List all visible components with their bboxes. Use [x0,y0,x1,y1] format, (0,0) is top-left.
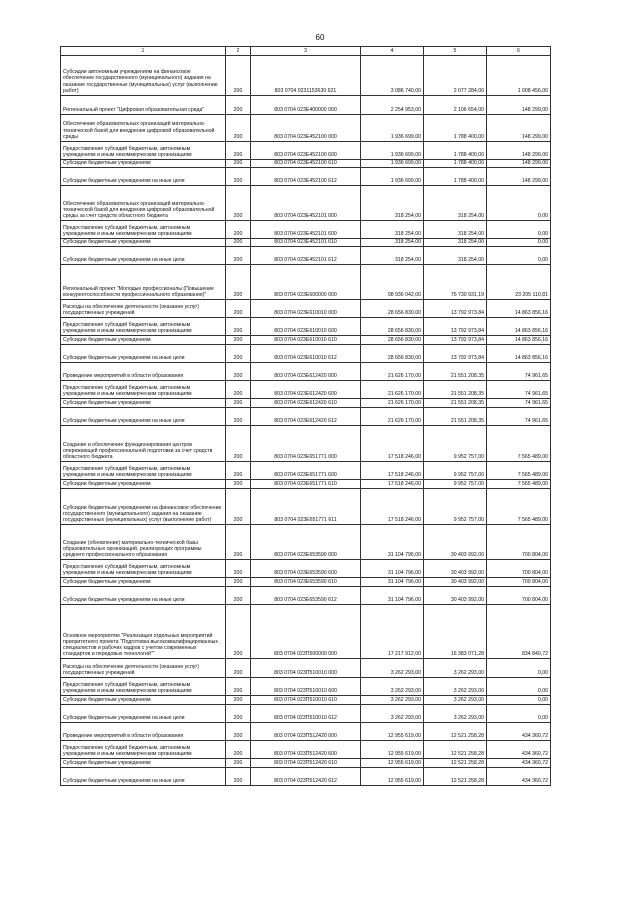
table-row [61,659,551,678]
row-name-cell: Расходы на обеспечение деятельности (оказание услуг) государственных учреждений [61,659,226,678]
table-row [61,678,551,696]
row-unexecuted-cell: 434 360,72 [487,723,551,741]
row-executed-cell: 2 106 654,00 [424,96,487,115]
row-budget-code-cell: 803 0704 023E600000 000 [251,265,361,300]
row-budget-code-cell: 803 0704 023E653590 612 [251,587,361,605]
row-unexecuted-cell: 148 299,00 [487,168,551,186]
row-approved-cell: 2 254 953,00 [361,96,424,115]
row-budget-code-cell: 803 0704 023E653590 000 [251,525,361,560]
row-name-cell: Предоставление субсидий бюджетным, автономным учреждениям и иным некоммерческим организациям [61,678,226,696]
row-budget-code-cell: 803 0704 023E610010 000 [251,300,361,318]
row-approved-cell: 12 955 619,00 [361,759,424,768]
row-budget-code-cell: 803 0704 023П510010 612 [251,705,361,723]
row-approved-cell: 17 217 912,00 [361,605,424,659]
row-approved-cell: 12 955 619,00 [361,741,424,759]
row-executed-cell: 3 262 293,00 [424,696,487,705]
row-approved-cell: 318 254,00 [361,186,424,221]
row-executed-cell: 9 952 757,00 [424,480,487,489]
row-executed-cell: 30 403 992,00 [424,560,487,578]
row-name-cell: Предоставление субсидий бюджетным, автономным учреждениям и иным некоммерческим организациям [61,462,226,480]
row-admin-code-cell: 200 [226,705,251,723]
row-admin-code-cell: 200 [226,741,251,759]
table-row [61,345,551,363]
row-executed-cell: 9 952 757,00 [424,462,487,480]
row-approved-cell: 3 262 293,00 [361,659,424,678]
table-row [61,741,551,759]
row-unexecuted-cell: 1 008 456,00 [487,56,551,96]
row-admin-code-cell: 200 [226,525,251,560]
row-approved-cell: 3 262 293,00 [361,705,424,723]
row-approved-cell: 21 626 170,00 [361,381,424,399]
row-admin-code-cell: 200 [226,168,251,186]
row-unexecuted-cell: 14 863 856,16 [487,345,551,363]
row-name-cell: Предоставление субсидий бюджетным, автономным учреждениям и иным некоммерческим организациям [61,318,226,336]
row-name-cell: Субсидии бюджетным учреждениям [61,480,226,489]
row-budget-code-cell: 803 0704 023E452101 610 [251,239,361,247]
row-executed-cell: 30 403 992,00 [424,587,487,605]
row-admin-code-cell: 200 [226,221,251,239]
row-executed-cell: 1 788 400,00 [424,115,487,142]
header-cell: 2 [226,47,251,56]
row-budget-code-cell: 803 0704 023E651771 611 [251,489,361,525]
table-row [61,525,551,560]
row-name-cell: Субсидии бюджетным учреждениям [61,696,226,705]
row-unexecuted-cell: 14 863 856,16 [487,300,551,318]
row-admin-code-cell: 200 [226,399,251,408]
row-budget-code-cell: 803 0704 023П512420 600 [251,741,361,759]
row-budget-code-cell: 803 0704 023E452100 610 [251,160,361,168]
row-budget-code-cell: 803 0704 023П512420 612 [251,768,361,786]
table-row [61,696,551,705]
row-admin-code-cell: 200 [226,345,251,363]
row-unexecuted-cell: 148 299,00 [487,115,551,142]
row-unexecuted-cell: 700 804,00 [487,560,551,578]
row-approved-cell: 318 254,00 [361,247,424,265]
table-row [61,560,551,578]
row-executed-cell: 13 792 973,84 [424,336,487,345]
row-admin-code-cell: 200 [226,408,251,426]
row-name-cell: Субсидии автономным учреждениям на финансовое обеспечение государственного (муниципального) задания на оказание государственных (муниципальных) услуг (выполнение работ) [61,56,226,96]
row-approved-cell: 17 518 246,00 [361,480,424,489]
row-budget-code-cell: 803 0704 023E452100 612 [251,168,361,186]
row-executed-cell: 9 952 757,00 [424,489,487,525]
header-cell: 4 [361,47,424,56]
header-cell: 6 [487,47,551,56]
header-cell: 3 [251,47,361,56]
row-name-cell: Субсидии бюджетным учреждениям [61,160,226,168]
row-budget-code-cell: 803 0704 023E612420 612 [251,408,361,426]
row-budget-code-cell: 803 0704 023П510010 600 [251,678,361,696]
row-name-cell: Региональный проект "Цифровая образовательная среда" [61,96,226,115]
row-name-cell: Предоставление субсидий бюджетным, автономным учреждениям и иным некоммерческим организациям [61,560,226,578]
row-admin-code-cell: 200 [226,363,251,381]
row-name-cell: Основное мероприятие "Реализация отдельных мероприятий приоритетного проекта "Подготовка высококвалифицированных специалистов и рабочих кадров с учетом современных стандартов и передовых технологий"" [61,605,226,659]
row-admin-code-cell: 200 [226,659,251,678]
row-name-cell: Субсидии бюджетным учреждениям на иные цели [61,247,226,265]
row-unexecuted-cell: 700 804,00 [487,525,551,560]
row-budget-code-cell: 803 0704 023П510010 000 [251,659,361,678]
row-name-cell: Проведение мероприятий в области образования [61,363,226,381]
row-executed-cell: 21 551 208,35 [424,381,487,399]
table-row [61,56,551,96]
row-executed-cell: 1 788 400,00 [424,142,487,160]
row-budget-code-cell: 803 0704 023E651771 610 [251,480,361,489]
row-executed-cell: 2 077 284,00 [424,56,487,96]
row-budget-code-cell: 803 0704 023E452101 600 [251,221,361,239]
row-name-cell: Обеспечение образовательных организаций материально-технической базой для внедрения цифровой образовательной среды за счет средств областного бюджета [61,186,226,221]
row-name-cell: Проведение мероприятий в области образования [61,723,226,741]
row-approved-cell: 17 518 246,00 [361,489,424,525]
table-row [61,239,551,247]
row-budget-code-cell: 803 0704 0231153630 621 [251,56,361,96]
row-unexecuted-cell: 0,00 [487,696,551,705]
row-approved-cell: 17 518 246,00 [361,426,424,462]
row-name-cell: Создание и обеспечение функционирования центров опережающей профессиональной подготовки за счет средств областного бюджета [61,426,226,462]
row-approved-cell: 3 086 740,00 [361,56,424,96]
row-name-cell: Субсидии бюджетным учреждениям на иные цели [61,705,226,723]
row-unexecuted-cell: 7 565 489,00 [487,480,551,489]
row-executed-cell: 3 262 293,00 [424,678,487,696]
table-row [61,247,551,265]
row-name-cell: Субсидии бюджетным учреждениям на иные цели [61,168,226,186]
row-approved-cell: 318 254,00 [361,239,424,247]
row-approved-cell: 21 626 170,00 [361,408,424,426]
row-approved-cell: 31 104 796,00 [361,587,424,605]
row-executed-cell: 12 521 258,28 [424,741,487,759]
row-unexecuted-cell: 0,00 [487,186,551,221]
row-budget-code-cell: 803 0704 023E452101 000 [251,186,361,221]
row-approved-cell: 17 518 246,00 [361,462,424,480]
row-unexecuted-cell: 700 804,00 [487,587,551,605]
row-admin-code-cell: 200 [226,759,251,768]
table-row [61,723,551,741]
row-name-cell: Субсидии бюджетным учреждениям на иные цели [61,768,226,786]
row-name-cell: Обеспечение образовательных организаций материально-технической базой для внедрения цифровой образовательной среды [61,115,226,142]
table-row [61,399,551,408]
row-admin-code-cell: 200 [226,560,251,578]
row-admin-code-cell: 200 [226,300,251,318]
row-admin-code-cell: 200 [226,696,251,705]
row-unexecuted-cell: 434 360,72 [487,768,551,786]
row-budget-code-cell: 803 0704 023E452101 612 [251,247,361,265]
row-budget-code-cell: 803 0704 023E612420 610 [251,399,361,408]
row-budget-code-cell: 803 0704 023E651771 600 [251,462,361,480]
row-approved-cell: 1 936 699,00 [361,160,424,168]
row-executed-cell: 9 952 757,00 [424,426,487,462]
header-row [61,47,551,56]
row-admin-code-cell: 200 [226,160,251,168]
page-number: 60 [315,33,325,42]
row-unexecuted-cell: 74 961,65 [487,408,551,426]
row-admin-code-cell: 200 [226,247,251,265]
row-budget-code-cell: 803 0704 023E610010 600 [251,318,361,336]
row-admin-code-cell: 200 [226,587,251,605]
row-executed-cell: 21 551 208,35 [424,399,487,408]
row-admin-code-cell: 200 [226,336,251,345]
row-name-cell: Субсидии бюджетным учреждениям на иные цели [61,345,226,363]
row-unexecuted-cell: 0,00 [487,247,551,265]
row-approved-cell: 1 936 699,00 [361,115,424,142]
row-name-cell: Региональный проект "Молодые профессионалы (Повышение конкурентоспособности профессионального образования)" [61,265,226,300]
row-unexecuted-cell: 7 565 489,00 [487,426,551,462]
row-approved-cell: 28 656 830,00 [361,336,424,345]
row-name-cell: Предоставление субсидий бюджетным, автономным учреждениям и иным некоммерческим организациям [61,381,226,399]
table-row [61,426,551,462]
row-unexecuted-cell: 434 360,72 [487,759,551,768]
table-row [61,489,551,525]
table-row [61,96,551,115]
row-budget-code-cell: 803 0704 023E452100 600 [251,142,361,160]
row-approved-cell: 1 936 699,00 [361,168,424,186]
row-name-cell: Субсидии бюджетным учреждениям [61,336,226,345]
row-unexecuted-cell: 0,00 [487,678,551,696]
row-admin-code-cell: 200 [226,318,251,336]
row-unexecuted-cell: 74 961,65 [487,381,551,399]
table-row [61,759,551,768]
table-row [61,480,551,489]
row-name-cell: Расходы на обеспечение деятельности (оказание услуг) государственных учреждений [61,300,226,318]
row-executed-cell: 1 788 400,00 [424,168,487,186]
row-unexecuted-cell: 0,00 [487,221,551,239]
row-unexecuted-cell: 0,00 [487,705,551,723]
row-executed-cell: 75 730 931,19 [424,265,487,300]
table-row [61,587,551,605]
row-unexecuted-cell: 434 360,72 [487,741,551,759]
row-name-cell: Субсидии бюджетным учреждениям [61,759,226,768]
row-executed-cell: 12 521 258,28 [424,723,487,741]
row-executed-cell: 318 254,00 [424,221,487,239]
row-name-cell: Субсидии бюджетным учреждениям на иные цели [61,587,226,605]
table-row [61,300,551,318]
row-unexecuted-cell: 0,00 [487,239,551,247]
row-budget-code-cell: 803 0704 023П510010 610 [251,696,361,705]
row-name-cell: Предоставление субсидий бюджетным, автономным учреждениям и иным некоммерческим организациям [61,142,226,160]
row-admin-code-cell: 200 [226,142,251,160]
row-executed-cell: 21 551 208,35 [424,363,487,381]
row-executed-cell: 30 403 992,00 [424,578,487,587]
row-executed-cell: 13 792 973,84 [424,318,487,336]
row-admin-code-cell: 200 [226,381,251,399]
row-approved-cell: 12 955 619,00 [361,723,424,741]
row-executed-cell: 12 521 258,28 [424,768,487,786]
row-unexecuted-cell: 0,00 [487,659,551,678]
row-unexecuted-cell: 23 205 110,81 [487,265,551,300]
row-admin-code-cell: 200 [226,265,251,300]
row-admin-code-cell: 200 [226,115,251,142]
row-admin-code-cell: 200 [226,489,251,525]
row-admin-code-cell: 200 [226,462,251,480]
table-row [61,705,551,723]
table-row [61,115,551,142]
row-admin-code-cell: 200 [226,578,251,587]
row-approved-cell: 1 936 699,00 [361,142,424,160]
row-name-cell: Субсидии бюджетным учреждениям [61,239,226,247]
table-row [61,363,551,381]
row-approved-cell: 31 104 796,00 [361,560,424,578]
row-unexecuted-cell: 14 863 856,16 [487,336,551,345]
row-budget-code-cell: 803 0704 023E653590 610 [251,578,361,587]
row-unexecuted-cell: 148 299,00 [487,96,551,115]
row-unexecuted-cell: 14 863 856,16 [487,318,551,336]
header-cell: 1 [61,47,226,56]
row-executed-cell: 3 262 293,00 [424,659,487,678]
row-approved-cell: 28 656 830,00 [361,318,424,336]
table-row [61,462,551,480]
row-executed-cell: 13 792 973,84 [424,300,487,318]
row-admin-code-cell: 200 [226,426,251,462]
row-executed-cell: 21 551 208,35 [424,408,487,426]
row-executed-cell: 30 403 992,00 [424,525,487,560]
header-cell: 5 [424,47,487,56]
table-row [61,142,551,160]
row-unexecuted-cell: 7 565 489,00 [487,489,551,525]
table-row [61,221,551,239]
row-admin-code-cell: 200 [226,96,251,115]
row-name-cell: Субсидии бюджетным учреждениям на иные цели [61,408,226,426]
table-row [61,768,551,786]
row-approved-cell: 12 955 619,00 [361,768,424,786]
row-budget-code-cell: 803 0704 023E612420 000 [251,363,361,381]
row-budget-code-cell: 803 0704 023П512420 610 [251,759,361,768]
row-unexecuted-cell: 148 299,00 [487,160,551,168]
row-approved-cell: 28 656 830,00 [361,300,424,318]
row-approved-cell: 28 656 830,00 [361,345,424,363]
row-budget-code-cell: 803 0704 023E612420 600 [251,381,361,399]
row-approved-cell: 3 262 293,00 [361,678,424,696]
row-approved-cell: 318 254,00 [361,221,424,239]
table-row [61,605,551,659]
row-budget-code-cell: 803 0704 023E651771 000 [251,426,361,462]
row-name-cell: Создание (обновление) материально-технической базы образовательных организаций, реализующих программы среднего профессионального образования [61,525,226,560]
row-executed-cell: 13 792 973,84 [424,345,487,363]
row-unexecuted-cell: 834 840,72 [487,605,551,659]
table-row [61,168,551,186]
row-unexecuted-cell: 74 961,65 [487,363,551,381]
row-budget-code-cell: 803 0704 023E610010 612 [251,345,361,363]
row-admin-code-cell: 200 [226,768,251,786]
row-approved-cell: 21 626 170,00 [361,399,424,408]
row-approved-cell: 31 104 796,00 [361,578,424,587]
row-admin-code-cell: 200 [226,480,251,489]
row-budget-code-cell: 803 0704 023E610010 610 [251,336,361,345]
row-unexecuted-cell: 700 804,00 [487,578,551,587]
row-admin-code-cell: 200 [226,605,251,659]
row-budget-code-cell: 803 0704 023E452100 000 [251,115,361,142]
table-row [61,160,551,168]
table-row [61,336,551,345]
row-executed-cell: 16 383 071,28 [424,605,487,659]
table-row [61,408,551,426]
row-admin-code-cell: 200 [226,56,251,96]
row-admin-code-cell: 200 [226,186,251,221]
row-name-cell: Предоставление субсидий бюджетным, автономным учреждениям и иным некоммерческим организациям [61,221,226,239]
table-row [61,381,551,399]
row-executed-cell: 12 521 258,28 [424,759,487,768]
row-budget-code-cell: 803 0704 023E400000 000 [251,96,361,115]
table-row [61,578,551,587]
row-admin-code-cell: 200 [226,678,251,696]
table-row [61,265,551,300]
row-name-cell: Субсидии бюджетным учреждениям на финансовое обеспечение государственного (муниципального) задания на оказание государственных (муниципальных) услуг (выполнение работ) [61,489,226,525]
row-budget-code-cell: 803 0704 023П512420 000 [251,723,361,741]
row-name-cell: Субсидии бюджетным учреждениям [61,578,226,587]
table-row [61,186,551,221]
row-unexecuted-cell: 74 961,65 [487,399,551,408]
row-admin-code-cell: 200 [226,723,251,741]
row-budget-code-cell: 803 0704 023E653590 600 [251,560,361,578]
row-executed-cell: 3 262 293,00 [424,705,487,723]
row-budget-code-cell: 803 0704 023П500000 000 [251,605,361,659]
row-name-cell: Предоставление субсидий бюджетным, автономным учреждениям и иным некоммерческим организациям [61,741,226,759]
row-approved-cell: 98 936 042,00 [361,265,424,300]
budget-table [60,46,551,786]
row-approved-cell: 31 104 796,00 [361,525,424,560]
row-executed-cell: 1 788 400,00 [424,160,487,168]
row-executed-cell: 318 254,00 [424,247,487,265]
row-name-cell: Субсидии бюджетным учреждениям [61,399,226,408]
row-approved-cell: 3 262 293,00 [361,696,424,705]
row-admin-code-cell: 200 [226,239,251,247]
row-unexecuted-cell: 7 565 489,00 [487,462,551,480]
row-executed-cell: 318 254,00 [424,186,487,221]
row-executed-cell: 318 254,00 [424,239,487,247]
row-approved-cell: 21 626 170,00 [361,363,424,381]
row-unexecuted-cell: 148 299,00 [487,142,551,160]
table-row [61,318,551,336]
